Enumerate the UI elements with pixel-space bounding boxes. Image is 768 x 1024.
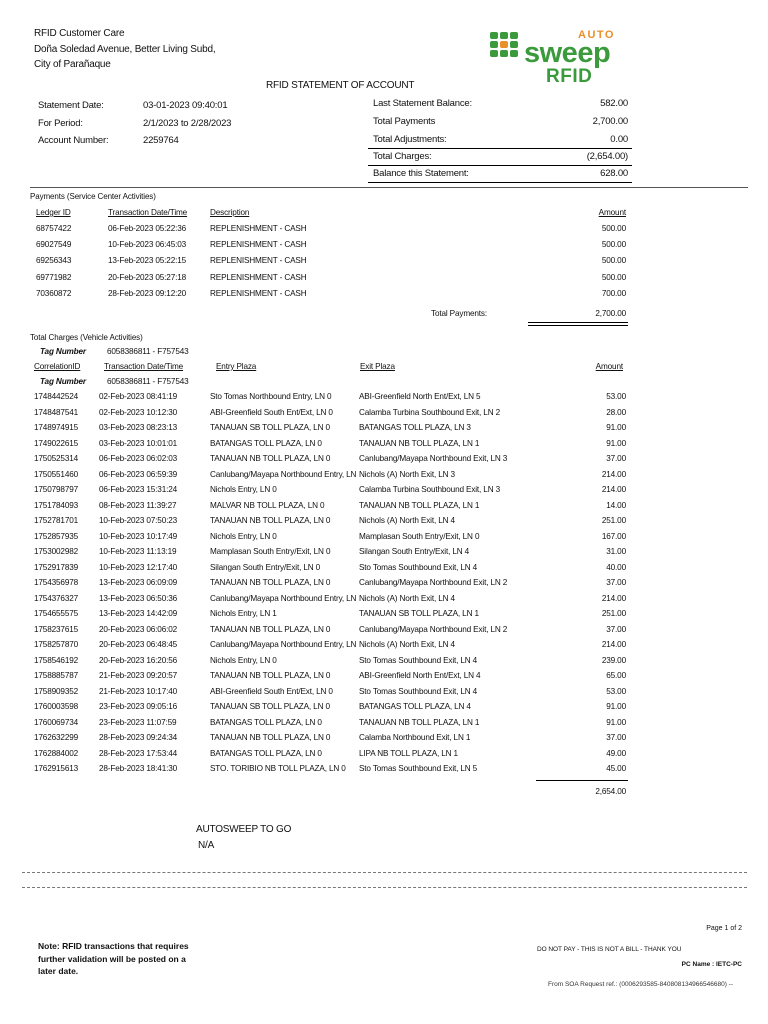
charge-row bbox=[0, 392, 768, 408]
charge-entry-plaza: BATANGAS TOLL PLAZA, LN 0 bbox=[210, 717, 322, 727]
charge-amount: 65.00 bbox=[606, 671, 626, 680]
charge-row bbox=[0, 578, 768, 594]
payments-total-row bbox=[0, 309, 768, 325]
charge-correlation-id: 1758885787 bbox=[34, 671, 79, 680]
charge-entry-plaza: Canlubang/Mayapa Northbound Entry, LN bbox=[210, 469, 357, 479]
autosweep-to-go-label: AUTOSWEEP TO GO bbox=[196, 824, 292, 835]
payments-total-underline bbox=[528, 325, 628, 326]
charges-total-value: 2,654.00 bbox=[595, 787, 626, 796]
autosweep-logo bbox=[488, 26, 626, 84]
charge-entry-plaza: TANAUAN NB TOLL PLAZA, LN 0 bbox=[210, 578, 331, 587]
charge-exit-plaza: Nichols (A) North Exit, LN 4 bbox=[359, 640, 455, 649]
charge-amount: 37.00 bbox=[606, 578, 626, 587]
payment-datetime: 06-Feb-2023 05:22:36 bbox=[108, 224, 187, 233]
charge-correlation-id: 1750525314 bbox=[34, 454, 79, 463]
charge-correlation-id: 1749022615 bbox=[34, 438, 79, 448]
charge-row bbox=[0, 594, 768, 610]
charge-exit-plaza: Calamba Turbina Southbound Exit, LN 2 bbox=[359, 407, 501, 417]
charge-entry-plaza: Nichols Entry, LN 0 bbox=[210, 485, 277, 494]
charge-amount: 37.00 bbox=[606, 454, 626, 463]
col-ledger-id: Ledger ID bbox=[36, 208, 71, 217]
col-transaction-datetime: Transaction Date/Time bbox=[108, 208, 188, 217]
total-payments-label: Total Payments bbox=[373, 116, 436, 127]
charge-row bbox=[0, 470, 768, 486]
charge-exit-plaza: ABI-Greenfield North Ent/Ext, LN 4 bbox=[359, 671, 481, 680]
charge-row bbox=[0, 454, 768, 470]
statement-date-value: 03-01-2023 09:40:01 bbox=[143, 100, 228, 111]
charge-amount: 40.00 bbox=[606, 562, 626, 572]
charge-exit-plaza: Canlubang/Mayapa Northbound Exit, LN 2 bbox=[359, 578, 508, 587]
charge-datetime: 20-Feb-2023 06:06:02 bbox=[99, 624, 178, 634]
payment-amount: 500.00 bbox=[601, 272, 626, 282]
charge-datetime: 28-Feb-2023 09:24:34 bbox=[99, 733, 178, 742]
charge-exit-plaza: Calamba Turbina Southbound Exit, LN 3 bbox=[359, 485, 501, 494]
page-number: Page 1 of 2 bbox=[706, 925, 742, 932]
charge-amount: 214.00 bbox=[601, 485, 626, 494]
charge-exit-plaza: LIPA NB TOLL PLAZA, LN 1 bbox=[359, 748, 458, 758]
charge-correlation-id: 1754655575 bbox=[34, 609, 79, 618]
charge-datetime: 06-Feb-2023 06:02:03 bbox=[99, 454, 178, 463]
charge-entry-plaza: ABI-Greenfield South Ent/Ext, LN 0 bbox=[210, 407, 333, 417]
charge-exit-plaza: Nichols (A) North Exit, LN 4 bbox=[359, 516, 455, 525]
charge-row bbox=[0, 764, 768, 780]
charge-row bbox=[0, 671, 768, 687]
charge-entry-plaza: TANAUAN NB TOLL PLAZA, LN 0 bbox=[210, 516, 331, 525]
total-adjustments-label: Total Adjustments: bbox=[373, 134, 447, 145]
period-label: For Period: bbox=[38, 118, 83, 129]
charge-amount: 239.00 bbox=[601, 655, 626, 665]
payment-ledger-id: 69256343 bbox=[36, 256, 72, 266]
charge-amount: 251.00 bbox=[601, 609, 626, 618]
payment-row bbox=[0, 256, 768, 272]
payments-section-title: Payments (Service Center Activities) bbox=[30, 192, 156, 201]
charges-header bbox=[0, 362, 768, 378]
payment-datetime: 13-Feb-2023 05:22:15 bbox=[108, 256, 187, 266]
charge-datetime: 28-Feb-2023 17:53:44 bbox=[99, 748, 178, 758]
charge-correlation-id: 1752917839 bbox=[34, 562, 79, 572]
logo-text-auto: AUTO bbox=[578, 29, 615, 41]
charge-exit-plaza: Canlubang/Mayapa Northbound Exit, LN 3 bbox=[359, 454, 508, 463]
statement-date-label: Statement Date: bbox=[38, 100, 104, 111]
col-description: Description bbox=[210, 208, 250, 217]
payment-description: REPLENISHMENT - CASH bbox=[210, 256, 307, 266]
tag-number-value: 6058386811 - F757543 bbox=[107, 347, 189, 356]
charge-exit-plaza: Canlubang/Mayapa Northbound Exit, LN 2 bbox=[359, 624, 508, 634]
payment-ledger-id: 69771982 bbox=[36, 272, 72, 282]
charge-datetime: 06-Feb-2023 15:31:24 bbox=[99, 485, 178, 494]
charge-datetime: 28-Feb-2023 18:41:30 bbox=[99, 764, 178, 773]
charge-datetime: 08-Feb-2023 11:39:27 bbox=[99, 500, 177, 510]
charge-row bbox=[0, 516, 768, 532]
payment-ledger-id: 70360872 bbox=[36, 288, 72, 298]
charge-exit-plaza: Sto Tomas Southbound Exit, LN 4 bbox=[359, 686, 478, 696]
charge-correlation-id: 1750551460 bbox=[34, 469, 79, 479]
charge-amount: 167.00 bbox=[601, 531, 626, 541]
charge-datetime: 13-Feb-2023 06:50:36 bbox=[99, 593, 178, 603]
charge-row bbox=[0, 532, 768, 548]
col-charge-amount: Amount bbox=[595, 362, 623, 371]
charge-correlation-id: 1754376327 bbox=[34, 593, 79, 603]
charge-row bbox=[0, 563, 768, 579]
col-exit-plaza: Exit Plaza bbox=[360, 362, 395, 371]
charges-section-title: Total Charges (Vehicle Activities) bbox=[30, 333, 143, 342]
charge-datetime: 20-Feb-2023 06:48:45 bbox=[99, 640, 178, 649]
charge-row bbox=[0, 485, 768, 501]
charge-correlation-id: 1760069734 bbox=[34, 717, 79, 727]
charge-amount: 214.00 bbox=[601, 593, 626, 603]
company-city: City of Parañaque bbox=[34, 59, 111, 70]
charge-datetime: 20-Feb-2023 16:20:56 bbox=[99, 655, 178, 665]
company-street: Doña Soledad Avenue, Better Living Subd, bbox=[34, 43, 216, 55]
charge-amount: 37.00 bbox=[606, 624, 626, 634]
charge-correlation-id: 1748442524 bbox=[34, 392, 79, 401]
charge-row bbox=[0, 625, 768, 641]
statement-title: RFID STATEMENT OF ACCOUNT bbox=[266, 80, 415, 91]
charge-row bbox=[0, 408, 768, 424]
charge-correlation-id: 1748974915 bbox=[34, 423, 79, 432]
col-charge-datetime: Transaction Date/Time bbox=[104, 362, 184, 371]
charge-datetime: 21-Feb-2023 10:17:40 bbox=[99, 686, 178, 696]
charge-datetime: 10-Feb-2023 12:17:40 bbox=[99, 562, 178, 572]
balance-divider bbox=[368, 165, 632, 166]
charge-exit-plaza: TANAUAN NB TOLL PLAZA, LN 1 bbox=[359, 717, 480, 727]
logo-text-sweep: sweep bbox=[524, 37, 611, 69]
payments-header bbox=[0, 208, 768, 224]
charge-exit-plaza: TANAUAN SB TOLL PLAZA, LN 1 bbox=[359, 609, 479, 618]
section-divider bbox=[30, 187, 748, 188]
charge-entry-plaza: TANAUAN NB TOLL PLAZA, LN 0 bbox=[210, 624, 331, 634]
total-adjustments-value: 0.00 bbox=[610, 134, 628, 145]
payment-ledger-id: 68757422 bbox=[36, 224, 72, 233]
charge-exit-plaza: Nichols (A) North Exit, LN 4 bbox=[359, 593, 455, 603]
charge-amount: 214.00 bbox=[601, 640, 626, 649]
balance-divider bbox=[368, 182, 632, 183]
col-correlation-id: CorrelationID bbox=[34, 362, 81, 371]
charge-exit-plaza: Silangan South Entry/Exit, LN 4 bbox=[359, 547, 470, 556]
charge-exit-plaza: TANAUAN NB TOLL PLAZA, LN 1 bbox=[359, 500, 480, 510]
payment-description: REPLENISHMENT - CASH bbox=[210, 288, 307, 298]
charge-correlation-id: 1754356978 bbox=[34, 578, 79, 587]
charge-amount: 53.00 bbox=[606, 686, 626, 696]
charge-correlation-id: 1760003598 bbox=[34, 702, 79, 711]
charge-correlation-id: 1752857935 bbox=[34, 531, 79, 541]
charge-correlation-id: 1748487541 bbox=[34, 407, 79, 417]
autosweep-to-go-value: N/A bbox=[198, 840, 215, 851]
charge-correlation-id: 1762884002 bbox=[34, 748, 79, 758]
total-payments-value: 2,700.00 bbox=[592, 116, 628, 127]
charge-entry-plaza: TANAUAN NB TOLL PLAZA, LN 0 bbox=[210, 671, 331, 680]
charge-amount: 49.00 bbox=[606, 748, 626, 758]
charge-amount: 53.00 bbox=[606, 392, 626, 401]
charge-datetime: 23-Feb-2023 11:07:59 bbox=[99, 717, 177, 727]
charge-correlation-id: 1752781701 bbox=[34, 516, 79, 525]
charge-amount: 91.00 bbox=[606, 423, 626, 432]
charge-row bbox=[0, 702, 768, 718]
charge-amount: 37.00 bbox=[606, 733, 626, 742]
charge-amount: 31.00 bbox=[606, 547, 626, 556]
payment-ledger-id: 69027549 bbox=[36, 240, 72, 250]
charge-row bbox=[0, 749, 768, 765]
charge-row bbox=[0, 733, 768, 749]
account-number-label: Account Number: bbox=[38, 135, 109, 146]
payment-row bbox=[0, 289, 768, 305]
charge-entry-plaza: Nichols Entry, LN 0 bbox=[210, 655, 277, 665]
charge-entry-plaza: TANAUAN SB TOLL PLAZA, LN 0 bbox=[210, 702, 330, 711]
charge-correlation-id: 1758909352 bbox=[34, 686, 79, 696]
charge-correlation-id: 1750798797 bbox=[34, 485, 79, 494]
charge-amount: 14.00 bbox=[606, 500, 626, 510]
charge-amount: 91.00 bbox=[606, 702, 626, 711]
total-charges-label: Total Charges: bbox=[373, 151, 432, 162]
charge-exit-plaza: BATANGAS TOLL PLAZA, LN 3 bbox=[359, 423, 471, 432]
charge-exit-plaza: Mamplasan South Entry/Exit, LN 0 bbox=[359, 531, 480, 541]
charge-exit-plaza: TANAUAN NB TOLL PLAZA, LN 1 bbox=[359, 438, 480, 448]
payment-datetime: 28-Feb-2023 09:12:20 bbox=[108, 288, 187, 298]
charge-datetime: 13-Feb-2023 06:09:09 bbox=[99, 578, 178, 587]
charge-datetime: 10-Feb-2023 10:17:49 bbox=[99, 531, 178, 541]
charge-correlation-id: 1758546192 bbox=[34, 655, 79, 665]
charges-total-row bbox=[0, 787, 768, 803]
col-entry-plaza: Entry Plaza bbox=[216, 362, 257, 371]
charge-row bbox=[0, 423, 768, 439]
logo-text-rfid: RFID bbox=[546, 66, 593, 84]
charge-entry-plaza: Nichols Entry, LN 0 bbox=[210, 531, 277, 541]
payment-description: REPLENISHMENT - CASH bbox=[210, 224, 307, 233]
charge-exit-plaza: Sto Tomas Southbound Exit, LN 4 bbox=[359, 562, 478, 572]
validation-note: Note: RFID transactions that requires further validation will be posted on a later date. bbox=[38, 941, 189, 976]
charge-exit-plaza: Sto Tomas Southbound Exit, LN 4 bbox=[359, 655, 478, 665]
charge-entry-plaza: BATANGAS TOLL PLAZA, LN 0 bbox=[210, 438, 322, 448]
last-balance-value: 582.00 bbox=[600, 98, 628, 109]
charge-datetime: 21-Feb-2023 09:20:57 bbox=[99, 671, 178, 680]
charge-row bbox=[0, 547, 768, 563]
charge-datetime: 10-Feb-2023 07:50:23 bbox=[99, 516, 178, 525]
charge-datetime: 03-Feb-2023 10:01:01 bbox=[99, 438, 178, 448]
payments-total-label: Total Payments: bbox=[431, 309, 487, 318]
charge-exit-plaza: ABI-Greenfield North Ent/Ext, LN 5 bbox=[359, 392, 481, 401]
charge-correlation-id: 1758257870 bbox=[34, 640, 79, 649]
payments-total-value: 2,700.00 bbox=[595, 309, 626, 318]
autosweep-logo-mark bbox=[488, 26, 626, 84]
charge-amount: 45.00 bbox=[606, 764, 626, 773]
charge-entry-plaza: MALVAR NB TOLL PLAZA, LN 0 bbox=[210, 500, 325, 510]
charge-entry-plaza: STO. TORIBIO NB TOLL PLAZA, LN 0 bbox=[210, 764, 346, 773]
charge-correlation-id: 1762915613 bbox=[34, 764, 79, 773]
do-not-pay-notice: DO NOT PAY - THIS IS NOT A BILL - THANK YOU bbox=[537, 946, 682, 953]
balance-this-statement-label: Balance this Statement: bbox=[373, 168, 469, 179]
charge-amount: 91.00 bbox=[606, 717, 626, 727]
charge-entry-plaza: ABI-Greenfield South Ent/Ext, LN 0 bbox=[210, 686, 333, 696]
charge-amount: 28.00 bbox=[606, 407, 626, 417]
charge-row bbox=[0, 609, 768, 625]
charge-exit-plaza: BATANGAS TOLL PLAZA, LN 4 bbox=[359, 702, 471, 711]
charge-datetime: 13-Feb-2023 14:42:09 bbox=[99, 609, 178, 618]
charge-correlation-id: 1762632299 bbox=[34, 733, 79, 742]
payment-amount: 500.00 bbox=[601, 240, 626, 250]
charge-datetime: 02-Feb-2023 08:41:19 bbox=[99, 392, 178, 401]
account-number-value: 2259764 bbox=[143, 135, 179, 146]
charge-datetime: 10-Feb-2023 11:13:19 bbox=[99, 547, 177, 556]
payment-row bbox=[0, 273, 768, 289]
charge-row bbox=[0, 501, 768, 517]
company-name: RFID Customer Care bbox=[34, 28, 125, 39]
last-balance-label: Last Statement Balance: bbox=[373, 98, 472, 109]
charge-exit-plaza: Sto Tomas Southbound Exit, LN 5 bbox=[359, 764, 478, 773]
charge-amount: 214.00 bbox=[601, 469, 626, 479]
payment-description: REPLENISHMENT - CASH bbox=[210, 272, 307, 282]
charge-entry-plaza: Sto Tomas Northbound Entry, LN 0 bbox=[210, 392, 332, 401]
charge-row bbox=[0, 656, 768, 672]
charge-datetime: 23-Feb-2023 09:05:16 bbox=[99, 702, 178, 711]
dashed-divider bbox=[22, 887, 747, 888]
payments-total-underline bbox=[528, 322, 628, 323]
charge-row bbox=[0, 718, 768, 734]
charge-entry-plaza: TANAUAN NB TOLL PLAZA, LN 0 bbox=[210, 454, 331, 463]
period-value: 2/1/2023 to 2/28/2023 bbox=[143, 118, 232, 129]
logo-s-icon bbox=[490, 32, 518, 57]
charge-entry-plaza: TANAUAN NB TOLL PLAZA, LN 0 bbox=[210, 733, 331, 742]
charge-row bbox=[0, 687, 768, 703]
payment-row bbox=[0, 240, 768, 256]
payment-amount: 500.00 bbox=[601, 224, 626, 233]
balance-divider bbox=[368, 148, 632, 149]
payment-datetime: 20-Feb-2023 05:27:18 bbox=[108, 272, 187, 282]
company-address bbox=[34, 26, 215, 73]
charge-datetime: 06-Feb-2023 06:59:39 bbox=[99, 469, 178, 479]
charge-row bbox=[0, 439, 768, 455]
charge-entry-plaza: Mamplasan South Entry/Exit, LN 0 bbox=[210, 547, 331, 556]
balance-this-statement-value: 628.00 bbox=[600, 168, 628, 179]
pc-name: PC Name : IETC-PC bbox=[681, 961, 742, 968]
charge-datetime: 03-Feb-2023 08:23:13 bbox=[99, 423, 178, 432]
dashed-divider bbox=[22, 872, 747, 873]
charge-entry-plaza: Canlubang/Mayapa Northbound Entry, LN bbox=[210, 640, 357, 649]
charge-entry-plaza: Nichols Entry, LN 1 bbox=[210, 609, 277, 618]
payment-amount: 500.00 bbox=[601, 256, 626, 266]
charge-entry-plaza: Silangan South Entry/Exit, LN 0 bbox=[210, 562, 321, 572]
charge-exit-plaza: Calamba Northbound Exit, LN 1 bbox=[359, 733, 471, 742]
charge-correlation-id: 1751784093 bbox=[34, 500, 79, 510]
payment-datetime: 10-Feb-2023 06:45:03 bbox=[108, 240, 187, 250]
charge-correlation-id: 1758237615 bbox=[34, 624, 79, 634]
total-charges-value: (2,654.00) bbox=[586, 151, 628, 162]
charge-amount: 251.00 bbox=[601, 516, 626, 525]
charge-datetime: 02-Feb-2023 10:12:30 bbox=[99, 407, 178, 417]
charge-correlation-id: 1753002982 bbox=[34, 547, 79, 556]
charges-total-line bbox=[536, 780, 628, 781]
payment-row bbox=[0, 224, 768, 240]
tag-number-label: Tag Number bbox=[40, 377, 86, 386]
tag-number-row bbox=[0, 377, 768, 393]
charge-exit-plaza: Nichols (A) North Exit, LN 3 bbox=[359, 469, 455, 479]
payment-description: REPLENISHMENT - CASH bbox=[210, 240, 307, 250]
soa-request-ref: From SOA Request ref.: (0006293585-840808134966546680) -- bbox=[548, 981, 734, 988]
tag-number-label: Tag Number bbox=[40, 347, 86, 356]
tag-number-value: 6058386811 - F757543 bbox=[107, 377, 189, 386]
payment-amount: 700.00 bbox=[601, 288, 626, 298]
charge-row bbox=[0, 640, 768, 656]
charge-entry-plaza: TANAUAN SB TOLL PLAZA, LN 0 bbox=[210, 423, 330, 432]
col-amount: Amount bbox=[598, 208, 626, 217]
tag-number-row bbox=[0, 347, 768, 363]
charge-entry-plaza: Canlubang/Mayapa Northbound Entry, LN bbox=[210, 593, 357, 603]
charge-amount: 91.00 bbox=[606, 438, 626, 448]
charge-entry-plaza: BATANGAS TOLL PLAZA, LN 0 bbox=[210, 748, 322, 758]
